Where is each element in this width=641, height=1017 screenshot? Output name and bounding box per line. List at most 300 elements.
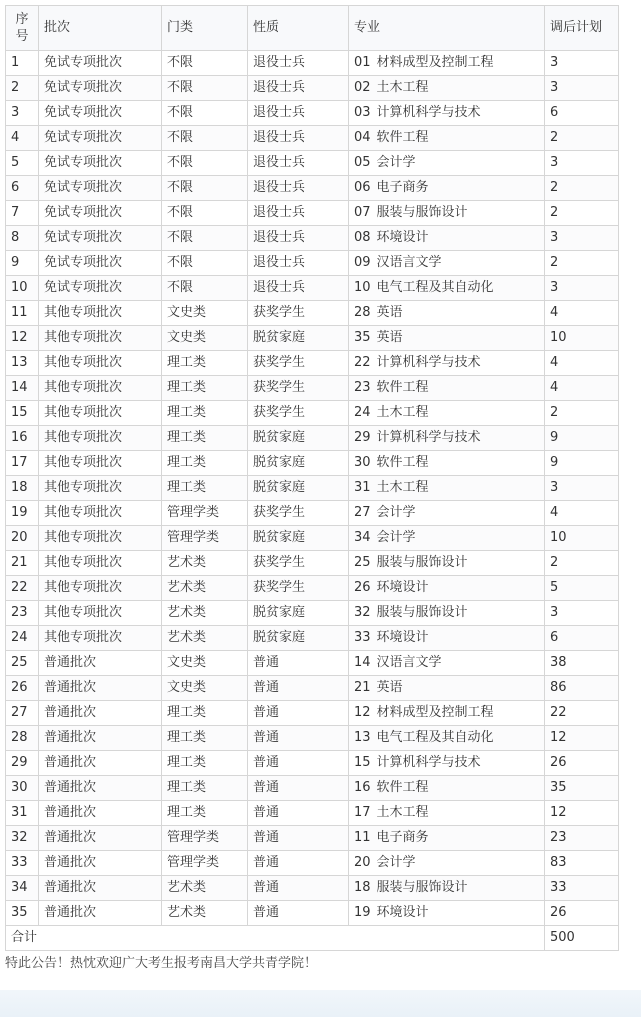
cell-plan: 3	[545, 151, 619, 176]
major-code: 02	[354, 80, 371, 95]
cell-plan: 83	[545, 851, 619, 876]
cell-batch: 其他专项批次	[39, 426, 162, 451]
table-row	[6, 701, 619, 726]
major-code: 10	[354, 280, 371, 295]
cell-no: 18	[6, 476, 39, 501]
major-name: 土木工程	[376, 480, 429, 495]
cell-no: 23	[6, 601, 39, 626]
cell-nature: 退役士兵	[248, 51, 349, 76]
cell-nature: 退役士兵	[248, 76, 349, 101]
cell-plan: 12	[545, 726, 619, 751]
cell-batch: 免试专项批次	[39, 176, 162, 201]
cell-nature: 脱贫家庭	[248, 326, 349, 351]
cell-batch: 其他专项批次	[39, 501, 162, 526]
cell-no: 1	[6, 51, 39, 76]
cell-no: 8	[6, 226, 39, 251]
major-code: 23	[354, 380, 371, 395]
cell-no: 33	[6, 851, 39, 876]
table-row	[6, 351, 619, 376]
cell-batch: 其他专项批次	[39, 301, 162, 326]
cell-no: 13	[6, 351, 39, 376]
major-code: 28	[354, 305, 371, 320]
cell-plan: 4	[545, 501, 619, 526]
cell-category: 理工类	[162, 776, 248, 801]
cell-category: 不限	[162, 101, 248, 126]
major-code: 34	[354, 530, 371, 545]
cell-nature: 退役士兵	[248, 101, 349, 126]
cell-plan: 2	[545, 201, 619, 226]
cell-no: 15	[6, 401, 39, 426]
table-row	[6, 251, 619, 276]
cell-plan: 4	[545, 376, 619, 401]
cell-major	[349, 676, 545, 701]
cell-batch: 免试专项批次	[39, 76, 162, 101]
cell-category: 文史类	[162, 301, 248, 326]
major-name: 计算机科学与技术	[376, 355, 481, 370]
cell-major	[349, 776, 545, 801]
major-code: 29	[354, 430, 371, 445]
table-row	[6, 501, 619, 526]
cell-nature: 普通	[248, 701, 349, 726]
major-name: 会计学	[376, 855, 416, 870]
cell-batch: 免试专项批次	[39, 201, 162, 226]
cell-plan: 6	[545, 101, 619, 126]
cell-nature: 退役士兵	[248, 201, 349, 226]
cell-major	[349, 401, 545, 426]
major-code: 09	[354, 255, 371, 270]
cell-no: 16	[6, 426, 39, 451]
cell-major	[349, 301, 545, 326]
cell-category: 不限	[162, 276, 248, 301]
major-code: 31	[354, 480, 371, 495]
cell-no: 19	[6, 501, 39, 526]
major-code: 32	[354, 605, 371, 620]
major-name: 软件工程	[376, 455, 429, 470]
cell-plan: 10	[545, 526, 619, 551]
cell-category: 不限	[162, 201, 248, 226]
cell-plan: 2	[545, 251, 619, 276]
cell-major	[349, 451, 545, 476]
cell-plan: 2	[545, 551, 619, 576]
cell-no: 22	[6, 576, 39, 601]
major-name: 服装与服饰设计	[376, 605, 468, 620]
cell-nature: 普通	[248, 776, 349, 801]
header-category: 门类	[162, 6, 248, 51]
major-name: 计算机科学与技术	[376, 755, 481, 770]
major-name: 材料成型及控制工程	[376, 55, 494, 70]
cell-plan: 3	[545, 76, 619, 101]
cell-category: 艺术类	[162, 576, 248, 601]
major-name: 土木工程	[376, 80, 429, 95]
cell-no: 21	[6, 551, 39, 576]
cell-batch: 免试专项批次	[39, 276, 162, 301]
major-name: 环境设计	[376, 630, 429, 645]
table-body	[6, 51, 619, 926]
cell-batch: 其他专项批次	[39, 526, 162, 551]
enrollment-plan-table	[5, 5, 619, 951]
cell-batch: 普通批次	[39, 676, 162, 701]
major-code: 30	[354, 455, 371, 470]
major-name: 英语	[376, 680, 403, 695]
cell-plan: 26	[545, 901, 619, 926]
cell-batch: 普通批次	[39, 751, 162, 776]
table-row	[6, 401, 619, 426]
major-code: 25	[354, 555, 371, 570]
cell-major	[349, 601, 545, 626]
cell-nature: 退役士兵	[248, 251, 349, 276]
major-code: 06	[354, 180, 371, 195]
cell-major	[349, 901, 545, 926]
table-row	[6, 876, 619, 901]
cell-category: 理工类	[162, 351, 248, 376]
cell-no: 4	[6, 126, 39, 151]
cell-nature: 普通	[248, 801, 349, 826]
cell-major	[349, 376, 545, 401]
cell-category: 不限	[162, 76, 248, 101]
cell-category: 理工类	[162, 451, 248, 476]
major-name: 材料成型及控制工程	[376, 705, 494, 720]
cell-plan: 5	[545, 576, 619, 601]
cell-nature: 普通	[248, 651, 349, 676]
cell-major	[349, 226, 545, 251]
major-name: 软件工程	[376, 780, 429, 795]
cell-category: 不限	[162, 126, 248, 151]
major-name: 环境设计	[376, 580, 429, 595]
cell-category: 不限	[162, 226, 248, 251]
major-name: 电子商务	[376, 830, 429, 845]
cell-no: 27	[6, 701, 39, 726]
major-name: 土木工程	[376, 405, 429, 420]
major-code: 13	[354, 730, 371, 745]
cell-nature: 普通	[248, 851, 349, 876]
total-row	[6, 926, 619, 951]
cell-major	[349, 326, 545, 351]
major-code: 14	[354, 655, 371, 670]
table-row	[6, 576, 619, 601]
cell-no: 35	[6, 901, 39, 926]
cell-category: 理工类	[162, 476, 248, 501]
cell-plan: 12	[545, 801, 619, 826]
major-code: 15	[354, 755, 371, 770]
cell-batch: 免试专项批次	[39, 251, 162, 276]
cell-batch: 普通批次	[39, 651, 162, 676]
cell-no: 9	[6, 251, 39, 276]
table-row	[6, 151, 619, 176]
cell-no: 17	[6, 451, 39, 476]
major-name: 计算机科学与技术	[376, 105, 481, 120]
table-row	[6, 601, 619, 626]
major-name: 服装与服饰设计	[376, 555, 468, 570]
cell-plan: 10	[545, 326, 619, 351]
cell-nature: 退役士兵	[248, 176, 349, 201]
major-name: 汉语言文学	[376, 255, 442, 270]
cell-plan: 33	[545, 876, 619, 901]
cell-batch: 免试专项批次	[39, 101, 162, 126]
header-plan: 调后计划	[545, 6, 619, 51]
cell-major	[349, 851, 545, 876]
cell-major	[349, 701, 545, 726]
cell-major	[349, 626, 545, 651]
major-name: 土木工程	[376, 805, 429, 820]
cell-no: 31	[6, 801, 39, 826]
table-row	[6, 426, 619, 451]
cell-no: 32	[6, 826, 39, 851]
cell-plan: 9	[545, 451, 619, 476]
table-row	[6, 301, 619, 326]
cell-major	[349, 476, 545, 501]
cell-batch: 普通批次	[39, 801, 162, 826]
cell-major	[349, 251, 545, 276]
cell-batch: 免试专项批次	[39, 226, 162, 251]
total-label: 合计	[6, 926, 545, 951]
cell-nature: 普通	[248, 676, 349, 701]
cell-plan: 26	[545, 751, 619, 776]
cell-batch: 其他专项批次	[39, 401, 162, 426]
cell-no: 30	[6, 776, 39, 801]
cell-batch: 普通批次	[39, 876, 162, 901]
cell-no: 10	[6, 276, 39, 301]
cell-major	[349, 101, 545, 126]
table-row	[6, 651, 619, 676]
table-row	[6, 51, 619, 76]
cell-plan: 2	[545, 401, 619, 426]
major-code: 24	[354, 405, 371, 420]
cell-nature: 脱贫家庭	[248, 451, 349, 476]
major-name: 软件工程	[376, 380, 429, 395]
major-name: 环境设计	[376, 905, 429, 920]
cell-plan: 4	[545, 301, 619, 326]
major-name: 电子商务	[376, 180, 429, 195]
cell-category: 理工类	[162, 401, 248, 426]
table-row	[6, 776, 619, 801]
cell-nature: 普通	[248, 901, 349, 926]
table-row	[6, 526, 619, 551]
cell-plan: 4	[545, 351, 619, 376]
table-row	[6, 801, 619, 826]
cell-category: 艺术类	[162, 551, 248, 576]
cell-major	[349, 201, 545, 226]
cell-nature: 退役士兵	[248, 151, 349, 176]
cell-major	[349, 151, 545, 176]
major-name: 软件工程	[376, 130, 429, 145]
cell-category: 文史类	[162, 676, 248, 701]
major-name: 汉语言文学	[376, 655, 442, 670]
cell-batch: 免试专项批次	[39, 151, 162, 176]
cell-no: 28	[6, 726, 39, 751]
cell-batch: 普通批次	[39, 701, 162, 726]
footer-band	[0, 990, 641, 1017]
cell-plan: 3	[545, 51, 619, 76]
header-no-line1: 序	[15, 12, 29, 27]
cell-nature: 退役士兵	[248, 226, 349, 251]
major-code: 08	[354, 230, 371, 245]
major-name: 会计学	[376, 530, 416, 545]
cell-major	[349, 176, 545, 201]
cell-batch: 其他专项批次	[39, 476, 162, 501]
header-batch: 批次	[39, 6, 162, 51]
cell-nature: 退役士兵	[248, 276, 349, 301]
cell-batch: 普通批次	[39, 776, 162, 801]
table-row	[6, 901, 619, 926]
cell-major	[349, 801, 545, 826]
major-name: 电气工程及其自动化	[376, 730, 494, 745]
cell-nature: 普通	[248, 726, 349, 751]
cell-plan: 9	[545, 426, 619, 451]
table-row	[6, 751, 619, 776]
cell-no: 14	[6, 376, 39, 401]
major-code: 35	[354, 330, 371, 345]
cell-nature: 获奖学生	[248, 376, 349, 401]
cell-no: 11	[6, 301, 39, 326]
cell-no: 25	[6, 651, 39, 676]
table-row	[6, 476, 619, 501]
cell-nature: 脱贫家庭	[248, 476, 349, 501]
cell-nature: 普通	[248, 826, 349, 851]
cell-major	[349, 76, 545, 101]
table-row	[6, 451, 619, 476]
major-code: 20	[354, 855, 371, 870]
cell-batch: 免试专项批次	[39, 126, 162, 151]
cell-plan: 3	[545, 601, 619, 626]
cell-nature: 脱贫家庭	[248, 426, 349, 451]
major-code: 33	[354, 630, 371, 645]
cell-nature: 获奖学生	[248, 501, 349, 526]
cell-batch: 其他专项批次	[39, 626, 162, 651]
cell-category: 理工类	[162, 376, 248, 401]
cell-batch: 其他专项批次	[39, 326, 162, 351]
cell-nature: 获奖学生	[248, 551, 349, 576]
cell-batch: 普通批次	[39, 901, 162, 926]
major-code: 05	[354, 155, 371, 170]
cell-no: 12	[6, 326, 39, 351]
cell-nature: 普通	[248, 751, 349, 776]
cell-no: 7	[6, 201, 39, 226]
cell-major	[349, 576, 545, 601]
cell-nature: 获奖学生	[248, 401, 349, 426]
table-row	[6, 376, 619, 401]
cell-plan: 2	[545, 126, 619, 151]
major-code: 26	[354, 580, 371, 595]
major-code: 19	[354, 905, 371, 920]
cell-major	[349, 426, 545, 451]
cell-category: 文史类	[162, 651, 248, 676]
header-no-line2: 号	[15, 29, 29, 44]
major-name: 英语	[376, 330, 403, 345]
cell-batch: 其他专项批次	[39, 551, 162, 576]
cell-plan: 23	[545, 826, 619, 851]
major-code: 22	[354, 355, 371, 370]
cell-batch: 其他专项批次	[39, 376, 162, 401]
cell-nature: 获奖学生	[248, 301, 349, 326]
cell-category: 不限	[162, 176, 248, 201]
major-name: 计算机科学与技术	[376, 430, 481, 445]
cell-category: 管理学类	[162, 826, 248, 851]
table-row	[6, 851, 619, 876]
cell-major	[349, 501, 545, 526]
cell-major	[349, 651, 545, 676]
cell-category: 管理学类	[162, 526, 248, 551]
cell-category: 艺术类	[162, 626, 248, 651]
cell-batch: 普通批次	[39, 826, 162, 851]
cell-major	[349, 351, 545, 376]
cell-major	[349, 551, 545, 576]
cell-no: 20	[6, 526, 39, 551]
cell-major	[349, 526, 545, 551]
cell-no: 3	[6, 101, 39, 126]
table-row	[6, 826, 619, 851]
cell-plan: 2	[545, 176, 619, 201]
major-code: 21	[354, 680, 371, 695]
table-row	[6, 176, 619, 201]
cell-category: 艺术类	[162, 876, 248, 901]
major-name: 英语	[376, 305, 403, 320]
cell-category: 理工类	[162, 751, 248, 776]
cell-no: 24	[6, 626, 39, 651]
cell-batch: 普通批次	[39, 726, 162, 751]
table-row	[6, 76, 619, 101]
major-name: 环境设计	[376, 230, 429, 245]
cell-category: 艺术类	[162, 601, 248, 626]
major-code: 01	[354, 55, 371, 70]
major-name: 会计学	[376, 155, 416, 170]
cell-major	[349, 51, 545, 76]
cell-category: 理工类	[162, 426, 248, 451]
cell-category: 理工类	[162, 726, 248, 751]
major-code: 04	[354, 130, 371, 145]
cell-nature: 普通	[248, 876, 349, 901]
cell-category: 不限	[162, 251, 248, 276]
major-name: 电气工程及其自动化	[376, 280, 494, 295]
cell-category: 文史类	[162, 326, 248, 351]
major-name: 服装与服饰设计	[376, 880, 468, 895]
header-no	[6, 6, 39, 51]
table-header-row	[6, 6, 619, 51]
major-code: 18	[354, 880, 371, 895]
notice-text: 特此公告！热忱欢迎广大考生报考南昌大学共青学院！	[5, 956, 318, 971]
table-row	[6, 276, 619, 301]
table-row	[6, 226, 619, 251]
cell-no: 2	[6, 76, 39, 101]
table-row	[6, 101, 619, 126]
table-row	[6, 326, 619, 351]
cell-no: 34	[6, 876, 39, 901]
cell-major	[349, 726, 545, 751]
major-code: 27	[354, 505, 371, 520]
table-row	[6, 551, 619, 576]
cell-nature: 获奖学生	[248, 576, 349, 601]
cell-batch: 其他专项批次	[39, 351, 162, 376]
cell-nature: 退役士兵	[248, 126, 349, 151]
major-name: 会计学	[376, 505, 416, 520]
cell-nature: 获奖学生	[248, 351, 349, 376]
table-row	[6, 201, 619, 226]
cell-plan: 22	[545, 701, 619, 726]
table-row	[6, 726, 619, 751]
major-name: 服装与服饰设计	[376, 205, 468, 220]
cell-category: 不限	[162, 51, 248, 76]
cell-batch: 其他专项批次	[39, 601, 162, 626]
cell-batch: 其他专项批次	[39, 576, 162, 601]
cell-batch: 免试专项批次	[39, 51, 162, 76]
header-major: 专业	[349, 6, 545, 51]
header-nature: 性质	[248, 6, 349, 51]
cell-plan: 86	[545, 676, 619, 701]
cell-no: 29	[6, 751, 39, 776]
major-code: 07	[354, 205, 371, 220]
cell-major	[349, 751, 545, 776]
cell-category: 理工类	[162, 701, 248, 726]
cell-major	[349, 276, 545, 301]
